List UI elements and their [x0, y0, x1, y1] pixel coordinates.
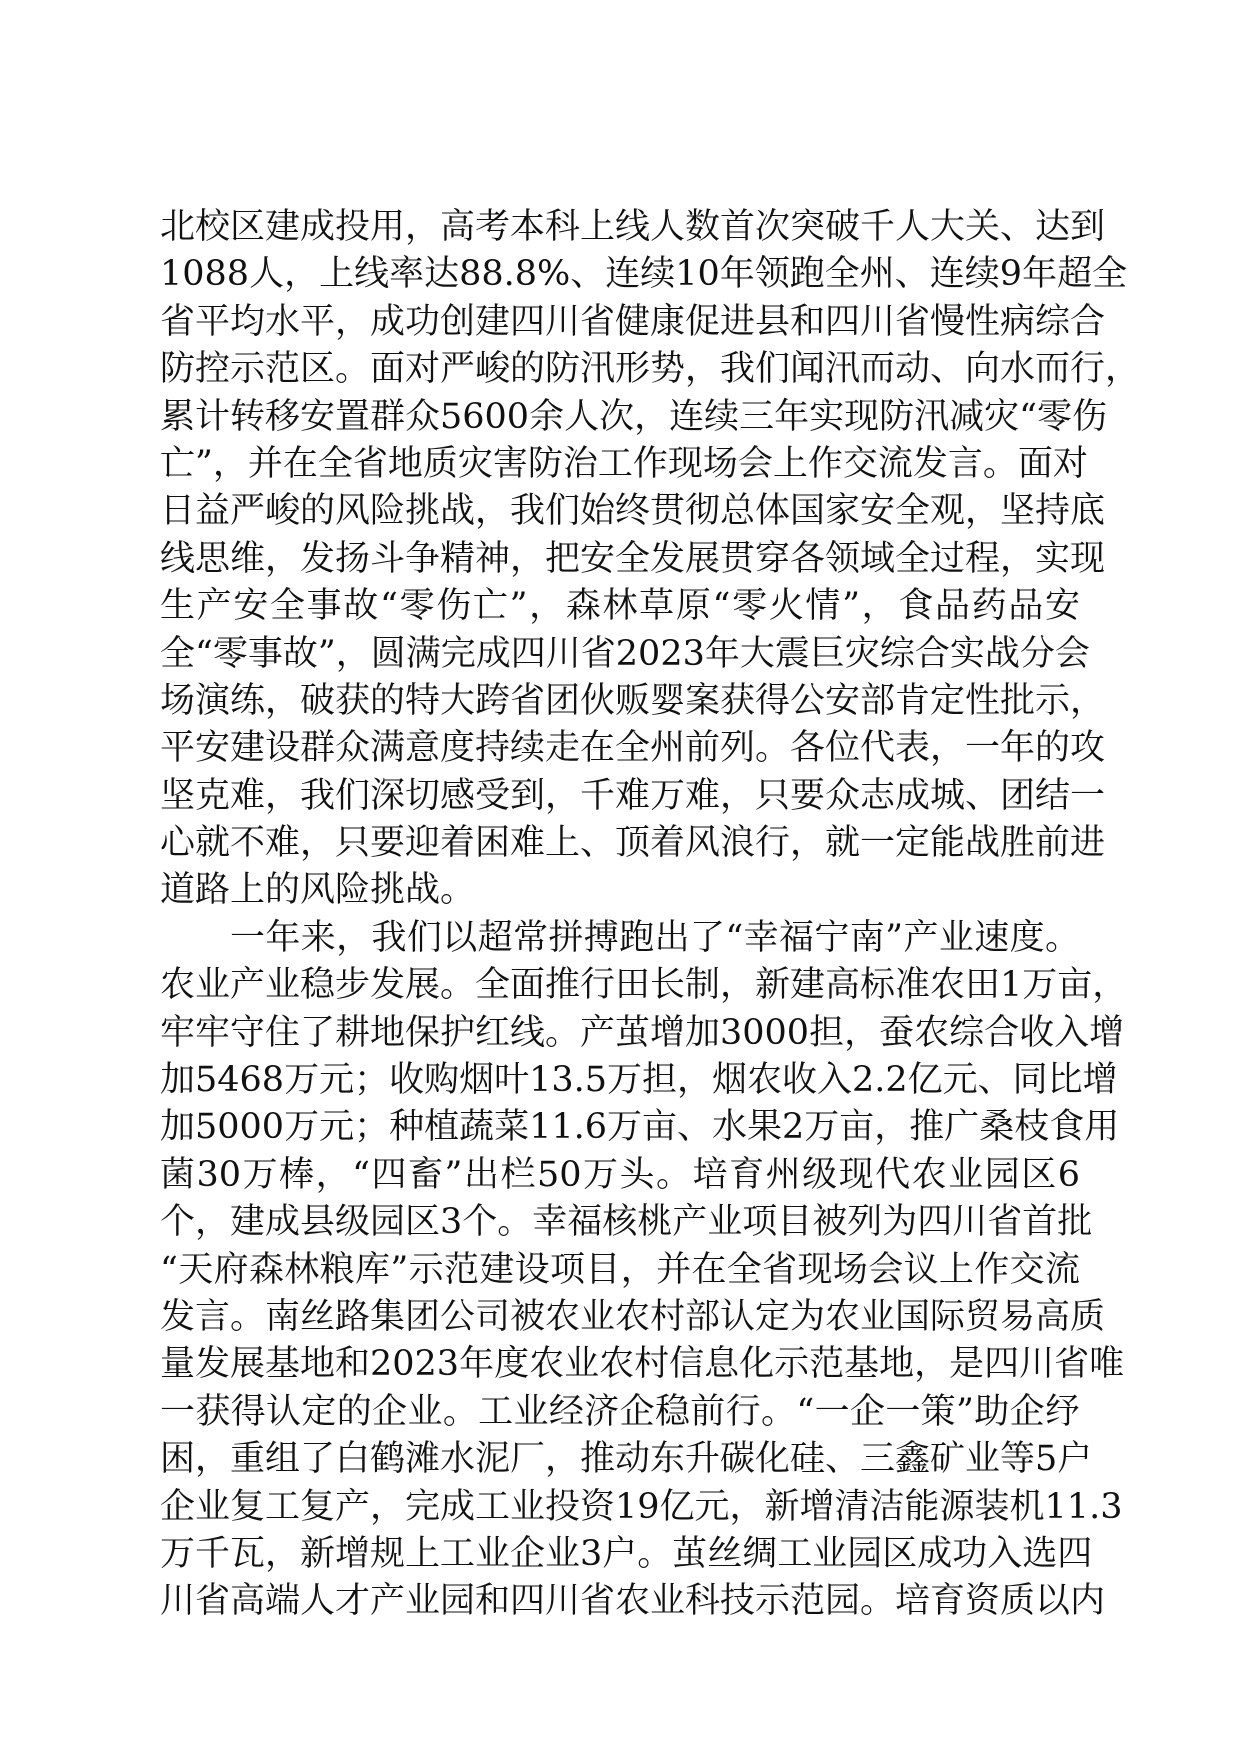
- paragraph-start-line: 一年来，我们以超常拼搏跑出了“幸福宁南”产业速度。: [230, 917, 1080, 958]
- text-line: “天府森林粮库”示范建设项目，并在全省现场会议上作交流: [160, 1249, 1080, 1290]
- text-line: 企业复工复产，完成工业投资19亿元，新增清洁能源装机11.3: [160, 1486, 1123, 1527]
- text-line: 万千瓦，新增规上工业企业3户。茧丝绸工业园区成功入选四: [160, 1533, 1093, 1574]
- text-line: 生产安全事故“零伤亡”，森林草原“零火情”，食品药品安: [160, 586, 1080, 627]
- text-line: 线思维，发扬斗争精神，把安全发展贯穿各领域全过程，实现: [160, 538, 1106, 579]
- paragraph-end-line: 道路上的风险挑战。: [160, 870, 476, 911]
- text-line: 累计转移安置群众5600余人次，连续三年实现防汛减灾“零伤: [160, 396, 1107, 437]
- text-line: 心就不难，只要迎着困难上、顶着风浪行，就一定能战胜前进: [160, 823, 1106, 864]
- text-line: 省平均水平，成功创建四川省健康促进县和四川省慢性病综合: [160, 301, 1106, 342]
- text-line: 困，重组了白鹤滩水泥厂，推动东升碳化硅、三鑫矿业等5户: [160, 1439, 1093, 1480]
- text-line: 加5468万元；收购烟叶13.5万担，烟农收入2.2亿元、同比增: [160, 1060, 1118, 1101]
- text-line: 量发展基地和2023年度农业农村信息化示范基地，是四川省唯: [160, 1344, 1125, 1385]
- text-line: 川省高端人才产业园和四川省农业科技示范园。培育资质以内: [160, 1581, 1106, 1622]
- text-line: 日益严峻的风险挑战，我们始终贯彻总体国家安全观，坚持底: [160, 491, 1106, 532]
- body-text: [160, 204, 1141, 1626]
- text-line: 一获得认定的企业。工业经济企稳前行。“一企一策”助企纾: [160, 1391, 1080, 1432]
- text-line: 平安建设群众满意度持续走在全州前列。各位代表，一年的攻: [160, 728, 1106, 769]
- text-line: 牢牢守住了耕地保护红线。产茧增加3000担，蚕农综合收入增: [160, 1012, 1125, 1053]
- text-line: 亡”，并在全省地质灾害防治工作现场会上作交流发言。面对: [160, 443, 1088, 484]
- text-line: 菌30万棒，“四畜”出栏50万头。培育州级现代农业园区6: [160, 1154, 1080, 1195]
- text-line: 北校区建成投用，高考本科上线人数首次突破千人大关、达到: [160, 207, 1106, 247]
- text-line: 全“零事故”，圆满完成四川省2023年大震巨灾综合实战分会: [160, 633, 1090, 674]
- text-line: 场演练，破获的特大跨省团伙贩婴案获得公安部肯定性批示，: [160, 680, 1106, 721]
- text-line: 防控示范区。面对严峻的防汛形势，我们闻汛而动、向水而行，: [160, 349, 1141, 390]
- text-line: 加5000万元；种植蔬菜11.6万亩、水果2万亩，推广桑枝食用: [160, 1107, 1120, 1148]
- text-line: 1088人，上线率达88.8%、连续10年领跑全州、连续9年超全: [160, 254, 1128, 295]
- text-line: 坚克难，我们深切感受到，千难万难，只要众志成城、团结一: [160, 775, 1106, 816]
- text-line: 发言。南丝路集团公司被农业农村部认定为农业国际贸易高质: [160, 1296, 1106, 1337]
- text-line: 农业产业稳步发展。全面推行田长制，新建高标准农田1万亩，: [160, 965, 1128, 1006]
- text-line: 个，建成县级园区3个。幸福核桃产业项目被列为四川省首批: [160, 1202, 1093, 1243]
